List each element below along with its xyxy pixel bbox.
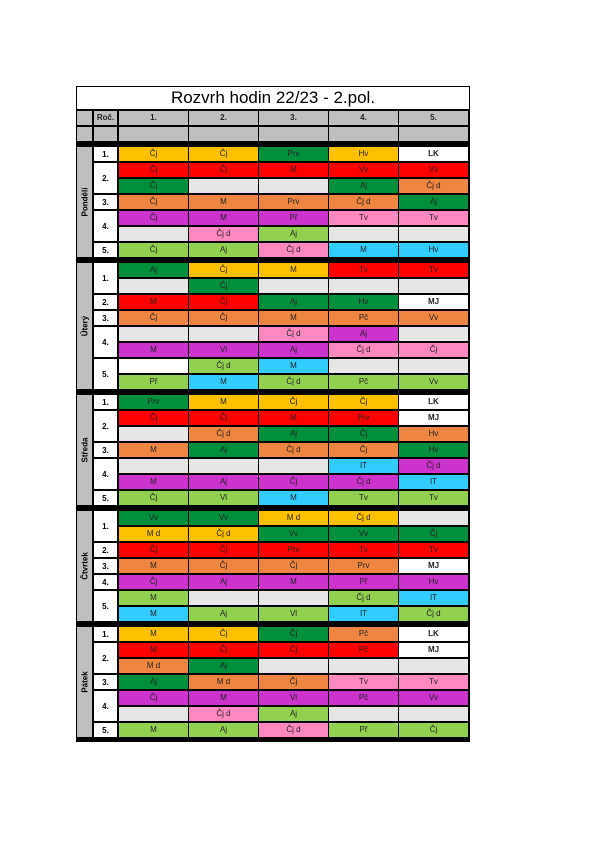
- lesson-cell: [119, 707, 188, 721]
- lesson-cell: [259, 591, 328, 605]
- lesson-cell: Tv: [329, 543, 398, 557]
- lesson-cell: Čj: [119, 179, 188, 193]
- day-separator: [76, 506, 470, 508]
- lesson-cell: [259, 659, 328, 673]
- lesson-cell: Čj d: [189, 707, 258, 721]
- lesson-cell: [189, 327, 258, 341]
- period-number: 5.: [94, 723, 117, 737]
- lesson-cell: [399, 279, 468, 293]
- lesson-cell: Čj: [399, 527, 468, 541]
- lesson-cell: Vl: [259, 607, 328, 621]
- day-name: Úterý: [80, 315, 89, 337]
- lesson-cell: [119, 459, 188, 473]
- lesson-row: [76, 574, 470, 590]
- lesson-cell: M d: [259, 511, 328, 525]
- lesson-cell: Př: [119, 375, 188, 389]
- lesson-cell: Čj d: [329, 591, 398, 605]
- lesson-cell: Čj d: [189, 527, 258, 541]
- lesson-cell: MJ: [399, 643, 468, 657]
- lesson-cell: Pč: [329, 627, 398, 641]
- lesson-cell: M: [259, 263, 328, 277]
- period-number: 3.: [94, 559, 117, 573]
- lesson-cell: Hv: [399, 443, 468, 457]
- lesson-cell: Čj d: [259, 723, 328, 737]
- lesson-cell: Čj d: [329, 475, 398, 489]
- period-number: 2.: [94, 295, 117, 309]
- period-number: 2.: [94, 543, 117, 557]
- lesson-cell: [399, 359, 468, 373]
- lesson-cell: M: [119, 723, 188, 737]
- lesson-cell: Čj: [189, 643, 258, 657]
- lesson-row: [76, 294, 470, 310]
- lesson-row: [76, 606, 470, 622]
- period-number: 4.: [94, 211, 117, 241]
- lesson-cell: Čj: [119, 691, 188, 705]
- lesson-cell: [119, 279, 188, 293]
- header-row: [76, 110, 470, 126]
- lesson-cell: Čj d: [259, 327, 328, 341]
- lesson-row: [76, 278, 470, 294]
- period-number: 1.: [94, 627, 117, 641]
- lesson-cell: Aj: [119, 675, 188, 689]
- period-number: 3.: [94, 675, 117, 689]
- lesson-cell: Čj: [119, 311, 188, 325]
- lesson-cell: Aj: [189, 575, 258, 589]
- lesson-row: [76, 326, 470, 342]
- lesson-cell: M: [119, 591, 188, 605]
- spacer-cell: [399, 127, 468, 141]
- lesson-cell: M d: [119, 659, 188, 673]
- lesson-cell: Čj: [189, 279, 258, 293]
- period-number: 3.: [94, 311, 117, 325]
- lesson-cell: M: [189, 375, 258, 389]
- lesson-row: [76, 626, 470, 642]
- lesson-cell: Čj: [259, 627, 328, 641]
- lesson-row: [76, 490, 470, 506]
- lesson-row: [76, 394, 470, 410]
- lesson-cell: [259, 179, 328, 193]
- lesson-cell: Př: [329, 575, 398, 589]
- lesson-cell: M: [119, 443, 188, 457]
- lesson-row: [76, 458, 470, 474]
- lesson-cell: Aj: [189, 659, 258, 673]
- lesson-cell: M d: [189, 675, 258, 689]
- lesson-cell: Čj: [119, 491, 188, 505]
- lesson-row: [76, 642, 470, 658]
- lesson-cell: Aj: [399, 195, 468, 209]
- lesson-cell: Pč: [329, 691, 398, 705]
- lesson-cell: M: [119, 643, 188, 657]
- lesson-cell: M: [189, 691, 258, 705]
- lesson-cell: Čj d: [399, 179, 468, 193]
- lesson-cell: Čj d: [259, 243, 328, 257]
- lesson-cell: Aj: [189, 243, 258, 257]
- lesson-cell: Čj d: [329, 343, 398, 357]
- period-number: 2.: [94, 643, 117, 673]
- lesson-cell: Čj: [189, 147, 258, 161]
- lesson-cell: Čj: [189, 543, 258, 557]
- lesson-cell: Tv: [329, 491, 398, 505]
- lesson-cell: [119, 427, 188, 441]
- lesson-cell: Tv: [329, 263, 398, 277]
- lesson-row: [76, 510, 470, 526]
- lesson-row: [76, 194, 470, 210]
- lesson-cell: [119, 359, 188, 373]
- lesson-cell: IT: [329, 459, 398, 473]
- lesson-cell: Vl: [189, 491, 258, 505]
- lesson-cell: Čj: [189, 263, 258, 277]
- lesson-row: [76, 442, 470, 458]
- lesson-cell: Hv: [399, 427, 468, 441]
- lesson-cell: Čj d: [189, 427, 258, 441]
- lesson-cell: Vv: [329, 163, 398, 177]
- lesson-cell: Aj: [259, 227, 328, 241]
- lesson-cell: M: [259, 311, 328, 325]
- lesson-cell: Vv: [329, 527, 398, 541]
- lesson-cell: Aj: [189, 607, 258, 621]
- lesson-cell: Čj d: [329, 511, 398, 525]
- day-label: [77, 626, 92, 738]
- lesson-cell: M: [119, 343, 188, 357]
- header-spacer-row: [76, 126, 470, 142]
- lesson-cell: LK: [399, 395, 468, 409]
- day-label: [77, 146, 92, 258]
- lesson-cell: Pč: [329, 375, 398, 389]
- lesson-cell: Prv: [329, 559, 398, 573]
- lesson-cell: M: [119, 559, 188, 573]
- spacer-cell: [77, 127, 92, 141]
- lesson-cell: Čj: [119, 195, 188, 209]
- lesson-cell: [119, 227, 188, 241]
- spacer-cell: [259, 127, 328, 141]
- lesson-row: [76, 658, 470, 674]
- lesson-cell: Aj: [259, 427, 328, 441]
- lesson-cell: Pč: [329, 643, 398, 657]
- period-number: 5.: [94, 243, 117, 257]
- lesson-row: [76, 358, 470, 374]
- period-number: 3.: [94, 443, 117, 457]
- lesson-cell: Čj: [189, 627, 258, 641]
- timetable-sheet: [76, 86, 470, 742]
- lesson-cell: Vl: [259, 691, 328, 705]
- lesson-cell: M: [119, 607, 188, 621]
- period-number: 5.: [94, 591, 117, 621]
- period-number: 4.: [94, 459, 117, 489]
- lesson-row: [76, 242, 470, 258]
- lesson-cell: Čj d: [399, 459, 468, 473]
- spacer-cell: [94, 127, 117, 141]
- lesson-cell: Čj: [119, 147, 188, 161]
- lesson-cell: Vv: [399, 691, 468, 705]
- lesson-cell: M: [259, 359, 328, 373]
- lesson-cell: Prv: [119, 395, 188, 409]
- header-class-5: 5.: [399, 111, 468, 125]
- spacer-cell: [329, 127, 398, 141]
- lesson-cell: Čj: [119, 211, 188, 225]
- lesson-cell: [329, 659, 398, 673]
- lesson-cell: Vv: [259, 527, 328, 541]
- lesson-cell: Čj: [189, 163, 258, 177]
- day-separator: [76, 258, 470, 260]
- lesson-cell: Vv: [399, 163, 468, 177]
- period-number: 4.: [94, 575, 117, 589]
- lesson-row: [76, 310, 470, 326]
- page-title: Rozvrh hodin 22/23 - 2.pol.: [76, 86, 470, 110]
- lesson-cell: M: [259, 575, 328, 589]
- lesson-cell: Hv: [329, 295, 398, 309]
- lesson-cell: M: [189, 195, 258, 209]
- lesson-row: [76, 674, 470, 690]
- lesson-cell: Prv: [259, 195, 328, 209]
- lesson-cell: Tv: [399, 675, 468, 689]
- day-name: Pondělí: [80, 187, 89, 217]
- lesson-row: [76, 178, 470, 194]
- lesson-cell: IT: [399, 591, 468, 605]
- lesson-cell: Prv: [259, 147, 328, 161]
- period-number: 1.: [94, 147, 117, 161]
- lesson-cell: Tv: [399, 263, 468, 277]
- lesson-row: [76, 342, 470, 358]
- lesson-cell: Vv: [399, 375, 468, 389]
- lesson-row: [76, 474, 470, 490]
- lesson-cell: Vv: [399, 311, 468, 325]
- lesson-cell: Čj: [189, 411, 258, 425]
- lesson-row: [76, 374, 470, 390]
- lesson-cell: Tv: [329, 211, 398, 225]
- lesson-cell: Aj: [259, 343, 328, 357]
- lesson-row: [76, 526, 470, 542]
- day-separator: [76, 142, 470, 144]
- lesson-cell: Aj: [189, 723, 258, 737]
- lesson-row: [76, 542, 470, 558]
- spacer-cell: [119, 127, 188, 141]
- lesson-cell: [399, 227, 468, 241]
- period-number: 5.: [94, 491, 117, 505]
- lesson-cell: Hv: [399, 575, 468, 589]
- lesson-cell: Čj: [119, 411, 188, 425]
- lesson-cell: LK: [399, 147, 468, 161]
- lesson-cell: Tv: [399, 211, 468, 225]
- lesson-row: [76, 262, 470, 278]
- lesson-row: [76, 590, 470, 606]
- lesson-cell: Čj: [189, 311, 258, 325]
- lesson-cell: MJ: [399, 295, 468, 309]
- lesson-cell: M: [189, 395, 258, 409]
- bottom-separator: [76, 738, 470, 740]
- lesson-cell: LK: [399, 627, 468, 641]
- lesson-cell: [259, 279, 328, 293]
- lesson-cell: Tv: [399, 491, 468, 505]
- day-name: Středa: [80, 437, 89, 463]
- lesson-cell: Aj: [259, 295, 328, 309]
- lesson-cell: [399, 327, 468, 341]
- lesson-cell: M: [259, 411, 328, 425]
- period-number: 2.: [94, 163, 117, 193]
- day-label: [77, 394, 92, 506]
- lesson-cell: Prv: [329, 411, 398, 425]
- period-number: 4.: [94, 691, 117, 721]
- lesson-cell: Čj: [399, 343, 468, 357]
- lesson-cell: IT: [399, 475, 468, 489]
- lesson-cell: Vv: [189, 511, 258, 525]
- lesson-row: [76, 426, 470, 442]
- lesson-cell: M: [189, 211, 258, 225]
- lesson-row: [76, 162, 470, 178]
- lesson-cell: Čj d: [189, 227, 258, 241]
- lesson-cell: Čj: [189, 559, 258, 573]
- lesson-cell: M: [119, 627, 188, 641]
- lesson-cell: Čj d: [189, 359, 258, 373]
- period-number: 5.: [94, 359, 117, 389]
- lesson-cell: [329, 279, 398, 293]
- lesson-cell: IT: [329, 607, 398, 621]
- lesson-cell: Čj: [119, 243, 188, 257]
- day-label: [77, 262, 92, 390]
- lesson-cell: Čj: [259, 395, 328, 409]
- lesson-cell: M: [259, 491, 328, 505]
- period-number: 1.: [94, 263, 117, 293]
- lesson-cell: Čj d: [259, 443, 328, 457]
- lesson-cell: Hv: [399, 243, 468, 257]
- header-roc: Roč.: [94, 111, 117, 125]
- lesson-cell: Čj: [259, 675, 328, 689]
- lesson-cell: Př: [329, 723, 398, 737]
- lesson-cell: Čj: [329, 395, 398, 409]
- period-number: 4.: [94, 327, 117, 357]
- day-separator: [76, 390, 470, 392]
- lesson-cell: [189, 459, 258, 473]
- lesson-cell: Aj: [329, 327, 398, 341]
- spacer-cell: [189, 127, 258, 141]
- lesson-cell: Tv: [399, 543, 468, 557]
- lesson-cell: M: [119, 295, 188, 309]
- lesson-cell: [329, 707, 398, 721]
- period-number: 1.: [94, 511, 117, 541]
- lesson-row: [76, 690, 470, 706]
- lesson-cell: [329, 359, 398, 373]
- lesson-cell: Čj d: [259, 375, 328, 389]
- period-number: 3.: [94, 195, 117, 209]
- lesson-row: [76, 210, 470, 226]
- lesson-cell: Čj: [119, 543, 188, 557]
- lesson-row: [76, 558, 470, 574]
- lesson-row: [76, 410, 470, 426]
- lesson-cell: M: [329, 243, 398, 257]
- lesson-cell: Čj: [189, 295, 258, 309]
- lesson-row: [76, 722, 470, 738]
- lesson-cell: Čj: [119, 163, 188, 177]
- lesson-cell: Čj: [259, 475, 328, 489]
- lesson-cell: Aj: [189, 443, 258, 457]
- lesson-cell: Aj: [259, 707, 328, 721]
- header-class-4: 4.: [329, 111, 398, 125]
- lesson-cell: Aj: [189, 475, 258, 489]
- day-separator: [76, 622, 470, 624]
- lesson-cell: Čj: [259, 643, 328, 657]
- day-label: [77, 510, 92, 622]
- header-class-2: 2.: [189, 111, 258, 125]
- lesson-cell: Čj d: [399, 607, 468, 621]
- lesson-cell: [119, 327, 188, 341]
- header-class-3: 3.: [259, 111, 328, 125]
- lesson-cell: M: [119, 475, 188, 489]
- lesson-cell: M: [259, 163, 328, 177]
- lesson-cell: Čj: [329, 443, 398, 457]
- lesson-cell: Aj: [329, 179, 398, 193]
- lesson-cell: Čj: [399, 723, 468, 737]
- lesson-cell: MJ: [399, 559, 468, 573]
- header-class-1: 1.: [119, 111, 188, 125]
- lesson-cell: [259, 459, 328, 473]
- lesson-row: [76, 706, 470, 722]
- lesson-cell: Čj: [329, 427, 398, 441]
- lesson-cell: Čj: [119, 575, 188, 589]
- lesson-cell: Vl: [189, 343, 258, 357]
- header-corner: [77, 111, 92, 125]
- lesson-cell: Prv: [259, 543, 328, 557]
- lesson-cell: M d: [119, 527, 188, 541]
- period-number: 1.: [94, 395, 117, 409]
- lesson-row: [76, 226, 470, 242]
- lesson-cell: Vv: [119, 511, 188, 525]
- lesson-cell: Čj d: [329, 195, 398, 209]
- lesson-cell: [189, 179, 258, 193]
- lesson-cell: [189, 591, 258, 605]
- day-name: Pátek: [80, 671, 89, 693]
- timetable-grid: [76, 110, 470, 742]
- lesson-cell: MJ: [399, 411, 468, 425]
- lesson-cell: Tv: [329, 675, 398, 689]
- lesson-cell: Pč: [329, 311, 398, 325]
- lesson-cell: [329, 227, 398, 241]
- lesson-cell: Čj: [259, 559, 328, 573]
- lesson-row: [76, 146, 470, 162]
- lesson-cell: [399, 659, 468, 673]
- lesson-cell: Aj: [119, 263, 188, 277]
- day-name: Čtvrtek: [80, 552, 89, 580]
- lesson-cell: Př: [259, 211, 328, 225]
- lesson-cell: [399, 707, 468, 721]
- period-number: 2.: [94, 411, 117, 441]
- lesson-cell: Hv: [329, 147, 398, 161]
- lesson-cell: [399, 511, 468, 525]
